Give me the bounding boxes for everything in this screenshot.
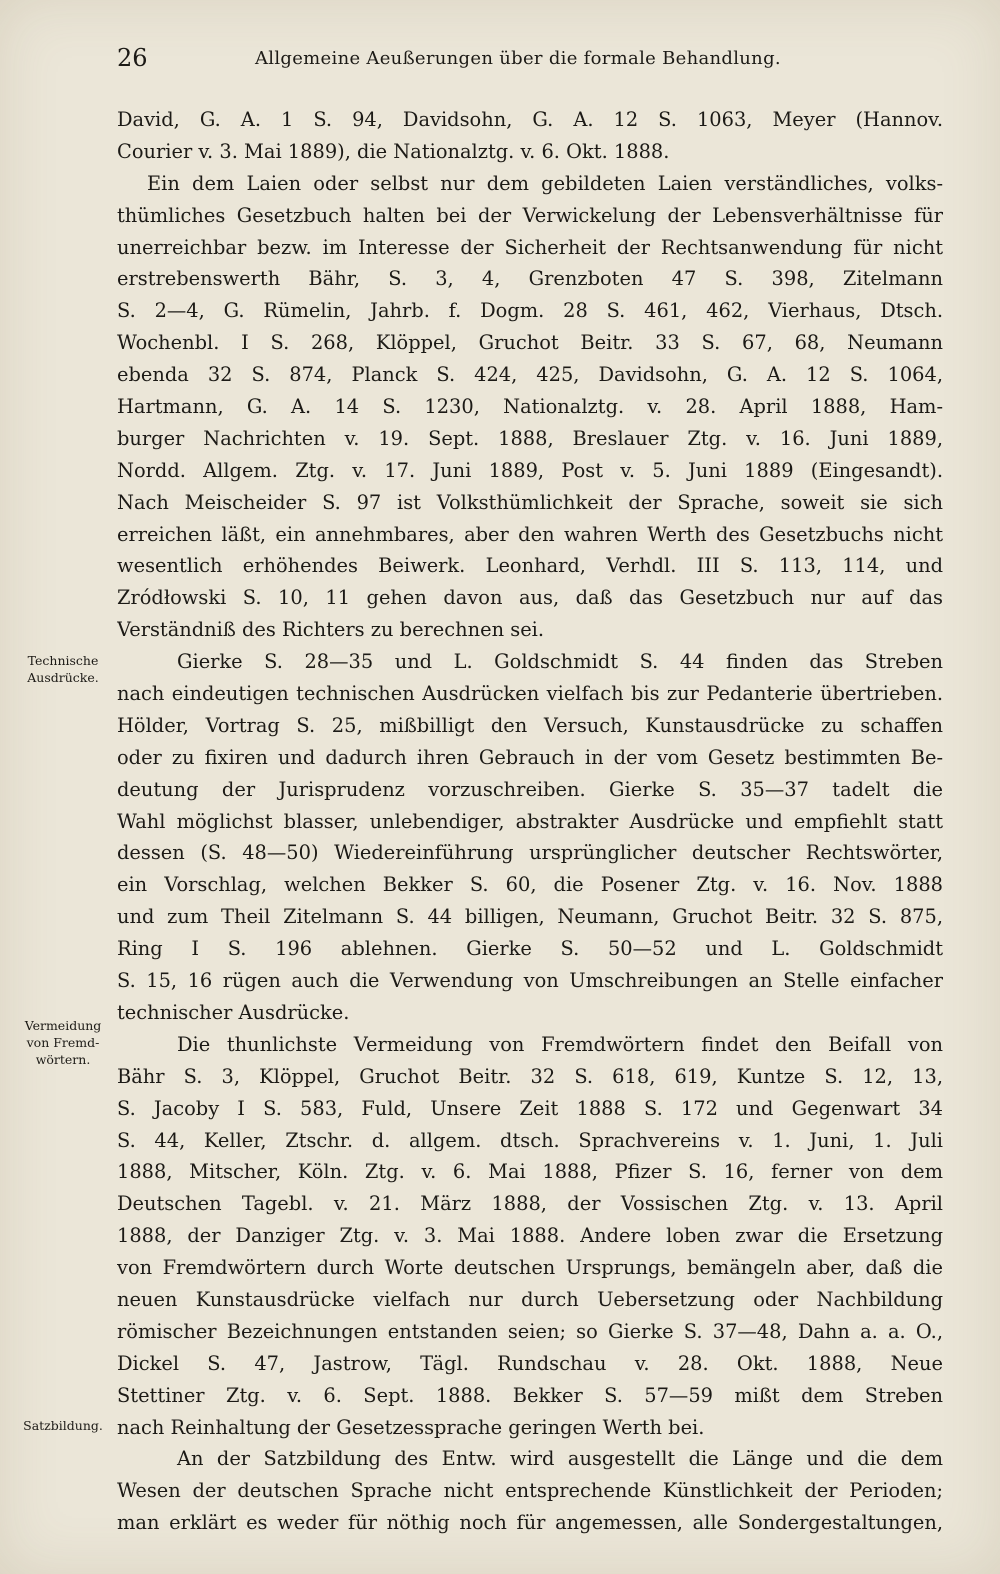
margin-note-line: Vermeidung (24, 1018, 102, 1033)
text-line: An der Satzbildung des Entw. wird ausgestellt die Länge und die dem (177, 1447, 943, 1471)
text-line: S. Jacoby I S. 583, Fuld, Unsere Zeit 1888 S. 172 und Gegenwart 34 (117, 1096, 943, 1120)
text-line: Nordd. Allgem. Ztg. v. 17. Juni 1889, Post v. 5. Juni 1889 (Eingesandt). (117, 458, 943, 482)
text-line: Verständniß des Richters zu berechnen sei. (117, 618, 545, 642)
text-line: Nach Meischeider S. 97 ist Volksthümlichkeit der Sprache, soweit sie sich (117, 490, 943, 514)
text-line: nach Reinhaltung der Gesetzessprache geringen Werth bei. (117, 1415, 705, 1439)
page-header (0, 38, 1000, 78)
margin-note-line: Technische (27, 653, 99, 668)
text-line: David, G. A. 1 S. 94, Davidsohn, G. A. 12 S. 1063, Meyer (Hannov. (117, 108, 943, 131)
text-line: und zum Theil Zitelmann S. 44 billigen, Neumann, Gruchot Beitr. 32 S. 875, (117, 905, 943, 929)
text-line: Stettiner Ztg. v. 6. Sept. 1888. Bekker S. 57—59 mißt dem Streben (117, 1383, 943, 1407)
text-line: Deutschen Tagebl. v. 21. März 1888, der Vossischen Ztg. v. 13. April (117, 1192, 943, 1216)
text-line: Zródłowski S. 10, 11 gehen davon aus, daß das Gesetzbuch nur auf das (117, 586, 943, 610)
text-line: Die thunlichste Vermeidung von Fremdwörtern findet den Beifall von (177, 1032, 943, 1056)
text-line: 1888, Mitscher, Köln. Ztg. v. 6. Mai 1888, Pfizer S. 16, ferner von dem (117, 1160, 943, 1184)
text-line: wesentlich erhöhendes Beiwerk. Leonhard, Verhdl. III S. 113, 114, und (117, 554, 943, 578)
page-number: 26 (117, 44, 148, 72)
margin-note-line: wörtern. (35, 1052, 91, 1067)
text-line: nach eindeutigen technischen Ausdrücken vielfach bis zur Pedanterie übertrieben. (117, 682, 943, 706)
text-line: Ring I S. 196 ablehnen. Gierke S. 50—52 und L. Goldschmidt (117, 937, 943, 961)
text-line: man erklärt es weder für nöthig noch für angemessen, alle Sondergestaltungen, (117, 1511, 943, 1535)
text-line: neuen Kunstausdrücke vielfach nur durch Uebersetzung oder Nachbildung (117, 1287, 943, 1311)
text-line: burger Nachrichten v. 19. Sept. 1888, Breslauer Ztg. v. 16. Juni 1889, (117, 426, 943, 450)
text-line: von Fremdwörtern durch Worte deutschen Ursprungs, bemängeln aber, daß die (117, 1256, 943, 1280)
text-line: technischer Ausdrücke. (117, 1000, 350, 1024)
text-line: erreichen läßt, ein annehmbares, aber den wahren Werth des Gesetzbuchs nicht (117, 522, 943, 546)
margin-note-technische-ausdruecke (14, 652, 112, 686)
text-line: deutung der Jurisprudenz vorzuschreiben. Gierke S. 35—37 tadelt die (117, 777, 943, 801)
text-line: unerreichbar bezw. im Interesse der Sicherheit der Rechtsanwendung für nicht (117, 235, 943, 259)
text-line: Ein dem Laien oder selbst nur dem gebildeten Laien verständliches, volks- (147, 171, 943, 195)
margin-note-satzbildung (14, 1417, 112, 1434)
text-line: Gierke S. 28—35 und L. Goldschmidt S. 44 finden das Streben (177, 650, 943, 674)
text-line: Wahl möglichst blasser, unlebendiger, abstrakter Ausdrücke und empfiehlt statt (117, 809, 943, 833)
text-line: 1888, der Danziger Ztg. v. 3. Mai 1888. Andere loben zwar die Ersetzung (117, 1224, 943, 1248)
text-line: ein Vorschlag, welchen Bekker S. 60, die Posener Ztg. v. 16. Nov. 1888 (117, 873, 943, 897)
text-line: S. 15, 16 rügen auch die Verwendung von Umschreibungen an Stelle einfacher (117, 969, 943, 993)
margin-note-vermeidung-von-fremdwoertern (14, 1017, 112, 1068)
text-line: oder zu fixiren und dadurch ihren Gebrauch in der vom Gesetz bestimmten Be- (117, 745, 943, 769)
text-line: Wochenbl. I S. 268, Klöppel, Gruchot Beitr. 33 S. 67, 68, Neumann (117, 331, 943, 355)
body-text (117, 104, 943, 1539)
text-line: Hartmann, G. A. 14 S. 1230, Nationalztg. v. 28. April 1888, Ham- (117, 395, 943, 419)
margin-note-line: Ausdrücke. (27, 670, 99, 685)
margin-note-line: Satzbildung. (23, 1418, 103, 1433)
text-line: Courier v. 3. Mai 1889), die Nationalztg. v. 6. Okt. 1888. (117, 139, 670, 163)
text-line: Bähr S. 3, Klöppel, Gruchot Beitr. 32 S. 618, 619, Kuntze S. 12, 13, (117, 1064, 943, 1088)
margin-note-line: von Fremd- (26, 1035, 100, 1050)
text-line: römischer Bezeichnungen entstanden seien; so Gierke S. 37—48, Dahn a. a. O., (117, 1319, 943, 1343)
text-line: erstrebenswerth Bähr, S. 3, 4, Grenzboten 47 S. 398, Zitelmann (117, 267, 943, 291)
text-line: Hölder, Vortrag S. 25, mißbilligt den Versuch, Kunstausdrücke zu schaffen (117, 713, 943, 737)
running-title: Allgemeine Aeußerungen über die formale Behandlung. (255, 48, 781, 69)
text-line: ebenda 32 S. 874, Planck S. 424, 425, Davidsohn, G. A. 12 S. 1064, (117, 363, 943, 387)
text-line: Wesen der deutschen Sprache nicht entsprechende Künstlichkeit der Perioden; (117, 1479, 943, 1503)
text-line: S. 44, Keller, Ztschr. d. allgem. dtsch. Sprachvereins v. 1. Juni, 1. Juli (117, 1128, 943, 1152)
text-line: dessen (S. 48—50) Wiedereinführung ursprünglicher deutscher Rechtswörter, (117, 841, 943, 865)
text-line: S. 2—4, G. Rümelin, Jahrb. f. Dogm. 28 S. 461, 462, Vierhaus, Dtsch. (117, 299, 943, 323)
text-line: Dickel S. 47, Jastrow, Tägl. Rundschau v. 28. Okt. 1888, Neue (117, 1351, 943, 1375)
text-line: thümliches Gesetzbuch halten bei der Verwickelung der Lebensverhältnisse für (117, 203, 943, 227)
